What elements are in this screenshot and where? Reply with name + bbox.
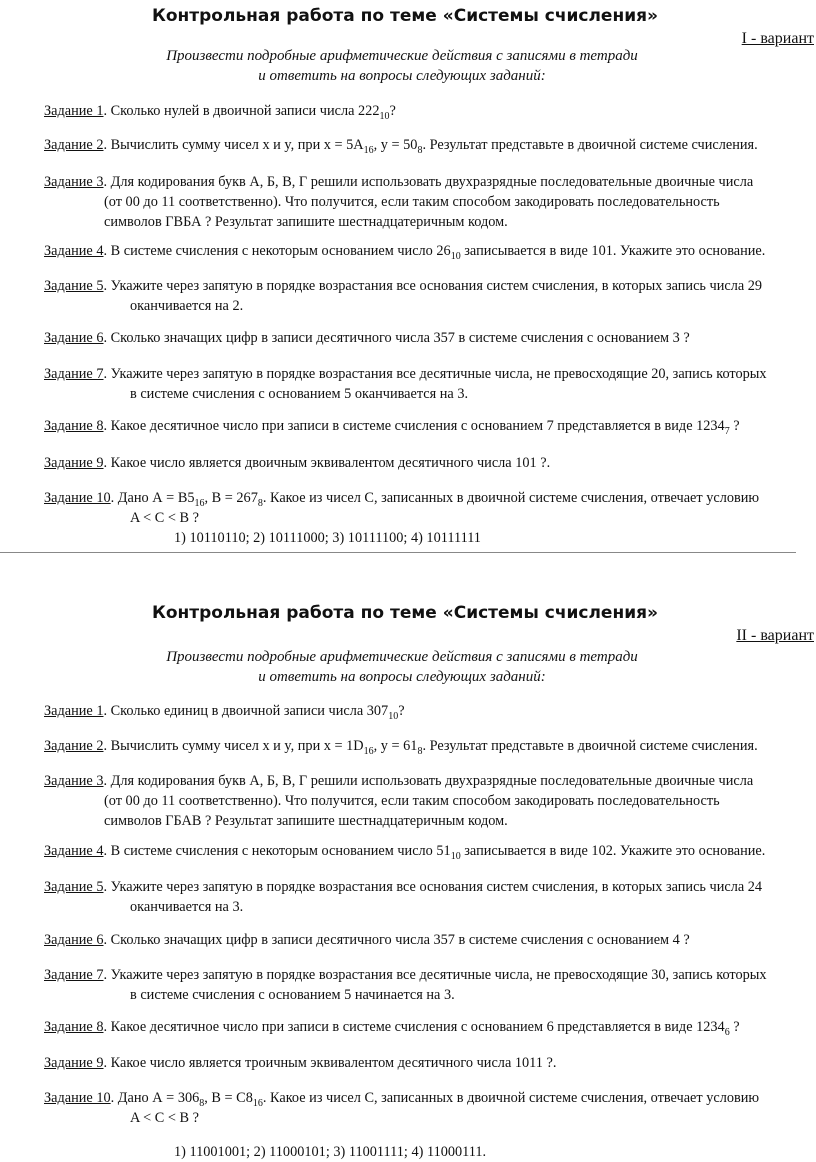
title-variant-2: Контрольная работа по теме «Системы счисления» bbox=[151, 603, 659, 623]
task-2-1: Задание 1. Сколько единиц в двоичной записи числа $307_{10}$? bbox=[44, 703, 405, 722]
task-2-5: Задание 5. Укажите через запятую в порядке возрастания все основания систем счисления, в которых запись числа 24 оканчивается на 3. bbox=[44, 879, 763, 915]
task-2-6: Задание 6. Сколько значащих цифр в записи десятичного числа 357 в системе счисления с основанием 4 ? bbox=[44, 932, 690, 948]
section-divider bbox=[0, 552, 796, 553]
task-1-9: Задание 9. Какое число является двоичным эквивалентом десятичного числа 101 ?. bbox=[44, 455, 551, 471]
task-1-4: Задание 4. В системе счисления с некоторым основанием число $26_{10}$ записывается в виде 101. Укажите это основание. bbox=[44, 243, 766, 262]
task-2-8: Задание 8. Какое десятичное число при записи в системе счисления с основанием 6 представляется в виде $1234_6$ ? bbox=[44, 1019, 740, 1038]
title-variant-1: Контрольная работа по теме «Системы счисления» bbox=[151, 6, 659, 26]
variant-label-1: I - вариант bbox=[741, 30, 814, 47]
task-1-6: Задание 6. Сколько значащих цифр в записи десятичного числа 357 в системе счисления с основанием 3 ? bbox=[44, 330, 690, 346]
instructions-2: Произвести подробные арифметические действия с записями в тетради и ответить на вопросы следующих заданий: bbox=[166, 649, 638, 685]
task-1-8: Задание 8. Какое десятичное число при записи в системе счисления с основанием 7 представляется в виде $1234_7$ ? bbox=[44, 418, 740, 437]
answer-options-2: 1) 11001001; 2) 11000101; 3) 11001111; 4) 11000111. bbox=[174, 1144, 487, 1160]
task-1-5: Задание 5. Укажите через запятую в порядке возрастания все основания систем счисления, в которых запись числа 29 оканчивается на 2. bbox=[44, 278, 763, 314]
task-2-10: Задание 10. Дано $А = 306_8$, $B = C8_{16}$. Какое из чисел C, записанных в двоичной системе счисления, отвечает условию A < C < B ? 1) 11001001; 2) 11000101; 3) 11001111; 4) 11000111. bbox=[44, 1088, 814, 1162]
instructions-1: Произвести подробные арифметические действия с записями в тетради и ответить на вопросы следующих заданий: bbox=[166, 48, 638, 84]
task-2-4: Задание 4. В системе счисления с некоторым основанием число $51_{10}$ записывается в виде 102. Укажите это основание. bbox=[44, 843, 766, 862]
variant-label-2: II - вариант bbox=[736, 627, 814, 644]
task-1-10: Задание 10. Дано $А = B5_{16}$, $B = 267_8$. Какое из чисел C, записанных в двоичной системе счисления, отвечает условию A < C < B ? 1) 10110110; 2) 10111000; 3) 10111100; 4) 10111111 bbox=[44, 488, 814, 548]
task-2-9: Задание 9. Какое число является троичным эквивалентом десятичного числа 1011 ?. bbox=[44, 1055, 557, 1071]
task-2-7: Задание 7. Укажите через запятую в порядке возрастания все десятичные числа, не превосходящие 30, запись которых в системе счисления с основанием 5 начинается на 3. bbox=[44, 967, 767, 1003]
task-2-2: Задание 2. Вычислить сумму чисел x и y, при $x = 1D_{16}$, $y = 61_8$. Результат представьте в двоичной системе счисления. bbox=[44, 738, 758, 757]
answer-options-1: 1) 10110110; 2) 10111000; 3) 10111100; 4) 10111111 bbox=[174, 530, 481, 546]
task-1-1: Задание 1. Сколько нулей в двоичной записи числа $222_{10}$? bbox=[44, 103, 396, 122]
task-1-7: Задание 7. Укажите через запятую в порядке возрастания все десятичные числа, не превосходящие 20, запись которых в системе счисления с основанием 5 оканчивается на 3. bbox=[44, 366, 767, 402]
task-2-3: Задание 3. Для кодирования букв А, Б, В, Г решили использовать двухразрядные последовательные двоичные числа (от 00 до 11 соответственно). Что получится, если таким способом закодировать последовательность символов ГБАВ ? Результат запишите шестнадцатеричным кодом. bbox=[44, 773, 754, 829]
task-1-3: Задание 3. Для кодирования букв А, Б, В, Г решили использовать двухразрядные последовательные двоичные числа (от 00 до 11 соответственно). Что получится, если таким способом закодировать последовательность символов ГВБА ? Результат запишите шестнадцатеричным кодом. bbox=[44, 174, 754, 230]
task-1-2: Задание 2. Вычислить сумму чисел x и y, при $x = 5A_{16}$, $y = 50_8$. Результат представьте в двоичной системе счисления. bbox=[44, 137, 758, 156]
